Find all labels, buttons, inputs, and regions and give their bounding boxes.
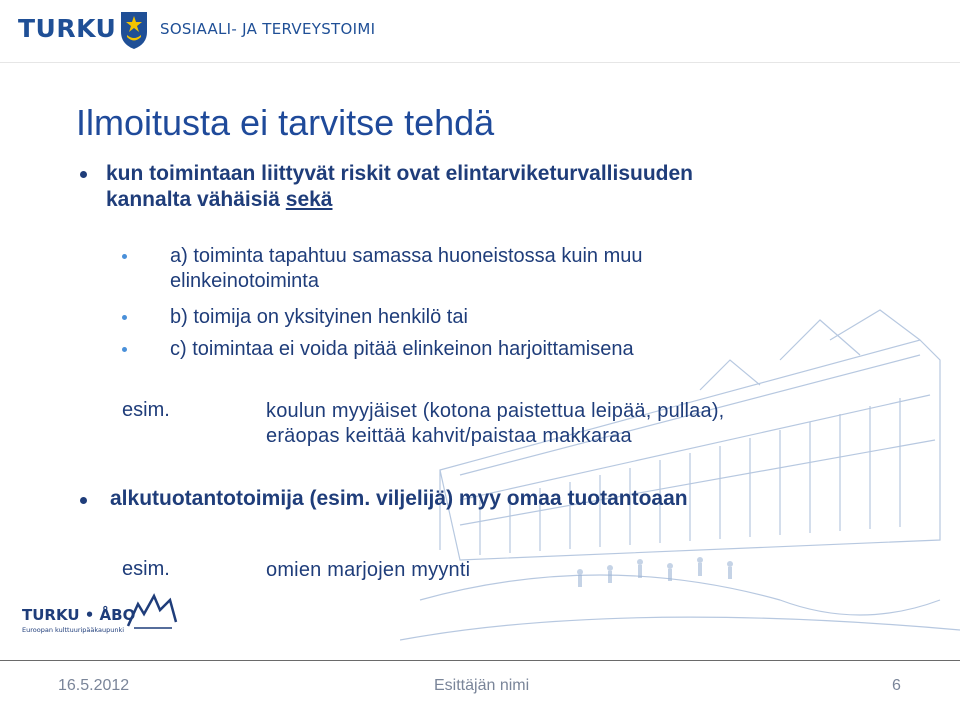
logo-sub-text: Euroopan kulttuuripääkaupunki — [22, 626, 125, 634]
sub-item-a-text — [170, 244, 850, 294]
example-1-label: esim. — [122, 399, 170, 421]
footer-divider — [0, 660, 960, 661]
main-bullet-1-line1: kun toimintaan liittyvät riskit ovat elintarviketurvallisuuden — [106, 162, 693, 185]
turku-abo-culture-logo — [22, 592, 182, 640]
example-1-text — [266, 399, 886, 449]
flame-mark-icon — [120, 592, 184, 632]
bullet-dot-icon — [80, 171, 87, 178]
department-name: SOSIAALI- JA TERVEYSTOIMI — [160, 20, 376, 38]
example-1-line1: koulun myyjäiset (kotona paistettua leipää, pullaa), — [266, 400, 725, 422]
underlined-word: sekä — [285, 188, 333, 211]
main-bullet-2-text: alkutuotantotoimija (esim. viljelijä) myy omaa tuotantoaan — [110, 487, 688, 510]
header-divider — [0, 62, 960, 63]
sub-item-c-text: c) toimintaa ei voida pitää elinkeinon harjoittamisena — [170, 338, 634, 360]
sub-bullet-dot-icon — [122, 254, 127, 259]
sub-item-a-line2: elinkeinotoiminta — [170, 270, 319, 292]
main-bullet-1-text — [106, 161, 866, 213]
example-2-label: esim. — [122, 558, 170, 580]
bullet-dot-icon — [80, 497, 87, 504]
footer-date: 16.5.2012 — [58, 677, 130, 694]
footer-page-number: 6 — [892, 677, 901, 694]
example-2-text: omien marjojen myynti — [266, 559, 471, 581]
main-bullet-1-line2-prefix: kannalta vähäisiä — [106, 188, 286, 211]
logo-main-text: TURKU • ÅBO — [22, 606, 136, 624]
example-1-line2: eräopas keittää kahvit/paistaa makkaraa — [266, 425, 632, 447]
slide-header — [0, 0, 960, 62]
footer-presenter: Esittäjän nimi — [434, 677, 530, 694]
sub-item-b-text: b) toimija on yksityinen henkilö tai — [170, 306, 468, 328]
main-bullet-1-line2 — [106, 187, 866, 213]
slide-title: Ilmoitusta ei tarvitse tehdä — [76, 102, 495, 143]
sub-bullet-dot-icon — [122, 315, 127, 320]
sub-item-a-line1: a) toiminta tapahtuu samassa huoneistossa kuin muu — [170, 245, 643, 267]
turku-logo-text: TURKU — [18, 14, 117, 43]
turku-crest-icon — [118, 8, 150, 50]
sub-bullet-dot-icon — [122, 347, 127, 352]
